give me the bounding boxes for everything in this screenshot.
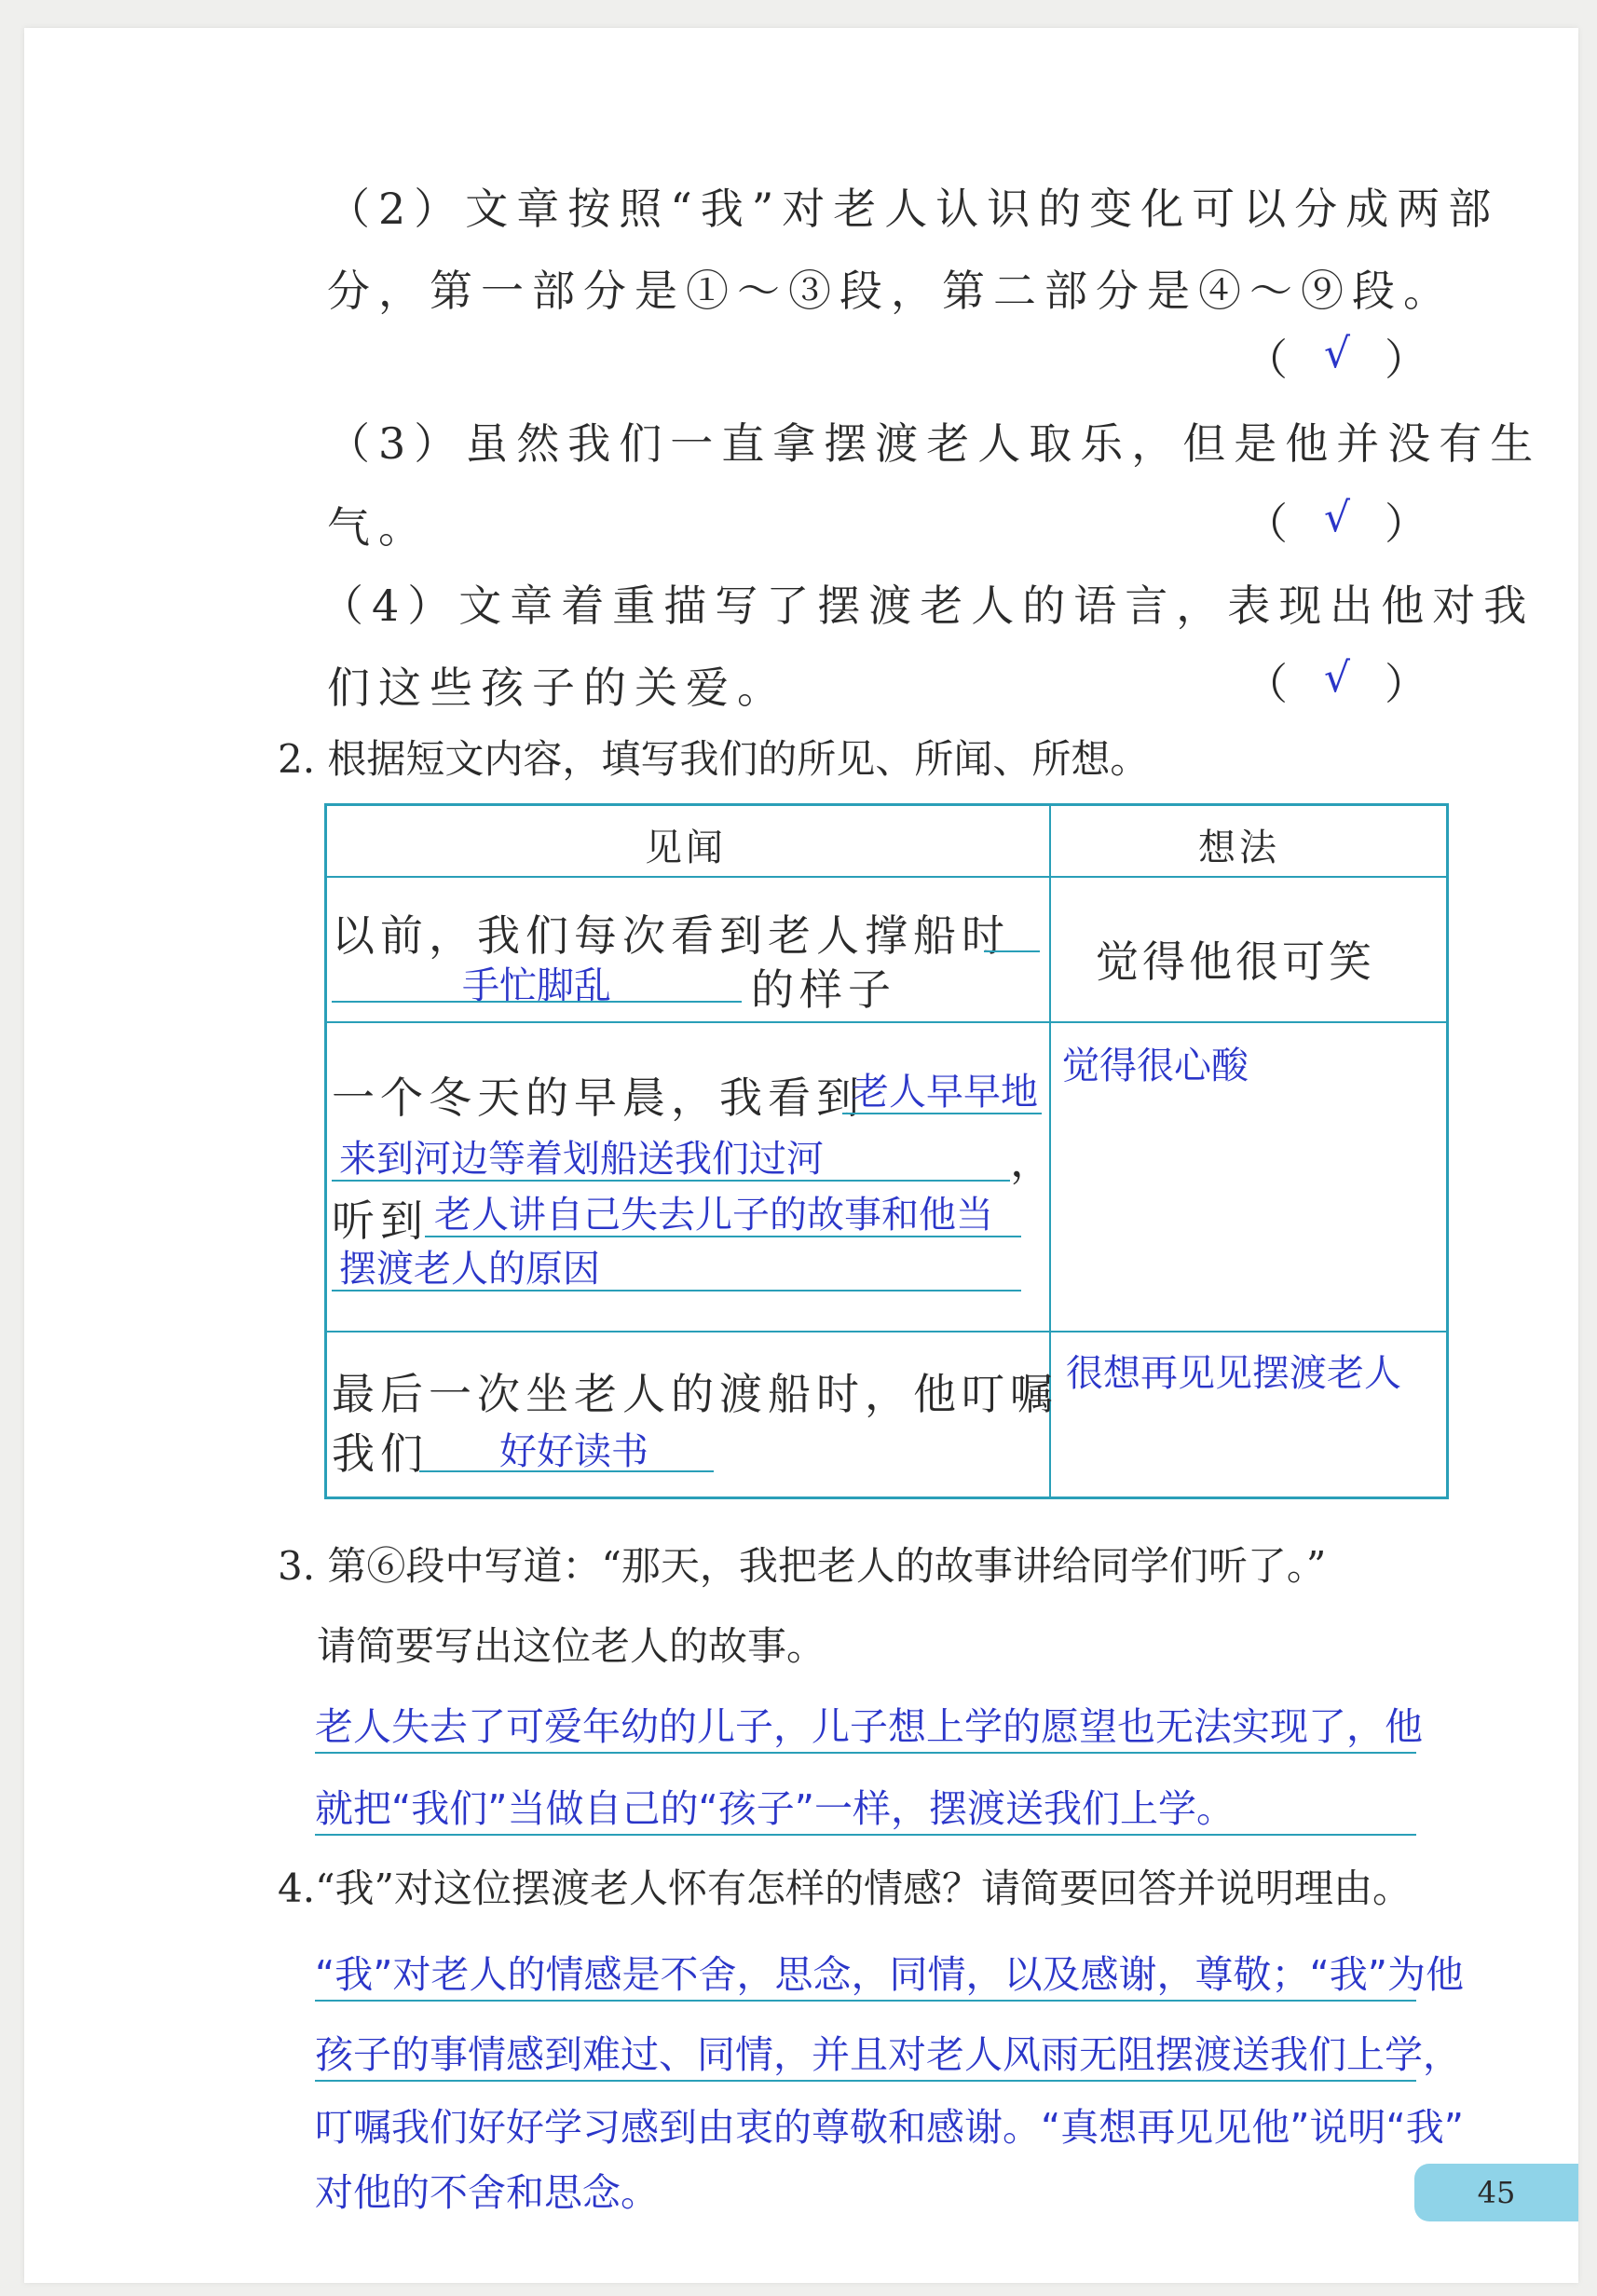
q1-item4-line2: 们这些孩子的关爱。	[327, 663, 788, 713]
q4-answer-underline1	[315, 2000, 1416, 2002]
q4-answer-line4: 对他的不舍和思念。	[315, 2170, 659, 2215]
row1-text-a: 以前，我们每次看到老人撑船时	[332, 910, 1010, 961]
row1-thought: 觉得他很可笑	[1096, 936, 1375, 987]
page-number: 45	[1477, 2175, 1516, 2210]
table-border-top	[324, 803, 1448, 806]
q1-item2-line1: （2）文章按照“我”对老人认识的变化可以分成两部	[327, 184, 1500, 234]
row2-blank1-underline-a	[842, 1113, 1042, 1114]
q3-answer-underline2	[315, 1834, 1416, 1836]
row2-blank2-part-b: 摆渡老人的原因	[339, 1248, 600, 1291]
table-header-right: 想法	[1198, 827, 1280, 869]
row2-blank1-part-a: 老人早早地	[852, 1071, 1038, 1114]
row2-blank1-underline-b	[332, 1180, 1010, 1182]
table-border-right	[1446, 803, 1449, 1499]
table-border-bottom	[324, 1496, 1448, 1499]
row3-text-a: 最后一次坐老人的渡船时，他叮嘱	[332, 1369, 1058, 1419]
q1-item4-paren-close: ）	[1385, 659, 1427, 709]
table-header-left: 见闻	[645, 827, 727, 869]
q1-item3-line1: （3）虽然我们一直拿摆渡老人取乐，但是他并没有生	[327, 418, 1542, 469]
q3-answer-underline1	[315, 1752, 1416, 1754]
q3-answer-line1: 老人失去了可爱年幼的儿子，儿子想上学的愿望也无法实现了，他	[315, 1704, 1423, 1749]
q1-item3-paren-close: ）	[1385, 499, 1427, 549]
q2-prompt: 2. 根据短文内容，填写我们的所见、所闻、所想。	[278, 736, 1150, 782]
page-number-tab	[1414, 2164, 1578, 2221]
q3-answer-line2: 就把“我们”当做自己的“孩子”一样，摆渡送我们上学。	[315, 1786, 1235, 1831]
row2-text-b: 听到	[332, 1196, 429, 1246]
row2-thought: 觉得很心酸	[1062, 1045, 1249, 1087]
row2-blank2-underline-a	[425, 1236, 1021, 1237]
row3-text-b: 我们	[332, 1428, 429, 1479]
table-divider-header	[324, 876, 1448, 878]
row1-blank-underline-a	[984, 950, 1040, 952]
q4-prompt: 4.“我”对这位摆渡老人怀有怎样的情感？请简要回答并说明理由。	[278, 1866, 1413, 1911]
table-divider-row2	[324, 1331, 1448, 1332]
row2-blank2-underline-b	[332, 1290, 1021, 1292]
row3-blank-underline	[419, 1470, 714, 1472]
row1-blank-answer: 手忙脚乱	[462, 964, 611, 1007]
row1-text-b: 的样子	[751, 964, 896, 1015]
q1-item4-answer-check: √	[1324, 654, 1351, 702]
q4-answer-line3: 叮嘱我们好好学习感到由衷的尊敬和感谢。“真想再见见他”说明“我”	[315, 2105, 1464, 2150]
q1-item3-line2: 气。	[327, 502, 430, 553]
q4-answer-line2: 孩子的事情感到难过、同情，并且对老人风雨无阻摆渡送我们上学，	[315, 2032, 1461, 2077]
row3-blank-answer: 好好读书	[499, 1430, 648, 1473]
q4-answer-line1: “我”对老人的情感是不舍，思念，同情，以及感谢，尊敬；“我”为他	[315, 1952, 1464, 1997]
row2-blank2-part-a: 老人讲自己失去儿子的故事和他当	[434, 1194, 993, 1237]
row2-comma: ，	[1010, 1136, 1061, 1186]
row3-thought: 很想再见见摆渡老人	[1066, 1352, 1401, 1395]
q4-answer-underline2	[315, 2080, 1416, 2082]
q3-prompt-line1: 3. 第⑥段中写道：“那天，我把老人的故事讲给同学们听了。”	[278, 1543, 1327, 1589]
table-divider-row1	[324, 1021, 1448, 1023]
table-border-left	[324, 803, 327, 1499]
q1-item2-answer-check: √	[1324, 330, 1351, 377]
row2-blank1-part-b: 来到河边等着划船送我们过河	[339, 1138, 824, 1181]
q1-item2-paren-close: ）	[1385, 335, 1427, 385]
q3-prompt-line2: 请简要写出这位老人的故事。	[317, 1623, 826, 1669]
row2-text-a: 一个冬天的早晨，我看到	[332, 1073, 865, 1123]
row1-blank-underline-b	[332, 1001, 742, 1003]
workbook-page	[24, 28, 1578, 2283]
q1-item4-line1: （4）文章着重描写了摆渡老人的语言，表现出他对我	[321, 581, 1536, 631]
q1-item2-line2: 分，第一部分是①～③段，第二部分是④～⑨段。	[327, 266, 1454, 316]
q1-item3-paren-open: （	[1245, 499, 1288, 549]
q1-item2-paren-open: （	[1245, 335, 1288, 385]
q1-item4-paren-open: （	[1245, 659, 1288, 709]
q1-item3-answer-check: √	[1324, 494, 1351, 541]
